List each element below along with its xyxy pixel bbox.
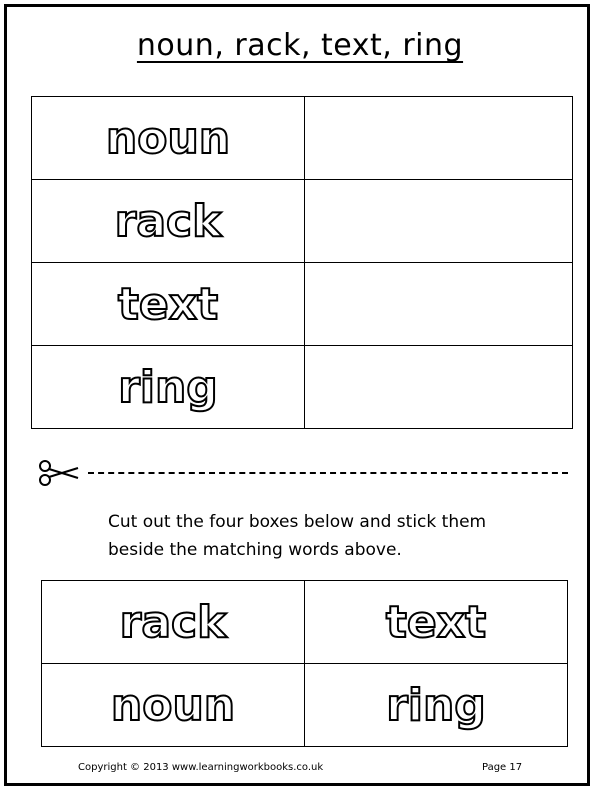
- cut-box[interactable]: [305, 581, 568, 664]
- instructions: [108, 508, 578, 564]
- table-row: [32, 180, 573, 263]
- page-title: noun, rack, text, ring: [136, 28, 464, 63]
- word-rack: rack: [114, 195, 222, 247]
- scissors-icon: [38, 458, 80, 488]
- table-row: [32, 97, 573, 180]
- cut-box[interactable]: [42, 664, 305, 747]
- cut-box[interactable]: [42, 581, 305, 664]
- instructions-line-2: beside the matching words above.: [108, 540, 402, 560]
- footer-copyright: Copyright © 2013 www.learningworkbooks.co.uk: [78, 762, 324, 773]
- word-cell: [32, 346, 305, 429]
- cut-word-noun: noun: [110, 679, 236, 731]
- word-cell: [32, 97, 305, 180]
- word-text: text: [117, 278, 219, 330]
- word-ring: ring: [118, 361, 218, 413]
- cut-word-rack: rack: [119, 596, 227, 648]
- blank-cell[interactable]: [305, 346, 573, 429]
- table-row: [42, 664, 568, 747]
- word-noun: noun: [105, 112, 231, 164]
- word-cell: [32, 263, 305, 346]
- cut-word-text: text: [385, 596, 487, 648]
- cut-out-table: [41, 580, 568, 747]
- cut-word-ring: ring: [386, 679, 486, 731]
- cut-box[interactable]: [305, 664, 568, 747]
- blank-cell[interactable]: [305, 263, 573, 346]
- blank-cell[interactable]: [305, 97, 573, 180]
- table-row: [32, 346, 573, 429]
- table-row: [32, 263, 573, 346]
- matching-table: [31, 96, 573, 429]
- footer-page-number: Page 17: [482, 762, 523, 773]
- table-row: [42, 581, 568, 664]
- instructions-line-1: Cut out the four boxes below and stick them: [108, 512, 487, 532]
- dashed-line: [88, 472, 568, 474]
- word-cell: [32, 180, 305, 263]
- cut-line: [38, 458, 568, 488]
- blank-cell[interactable]: [305, 180, 573, 263]
